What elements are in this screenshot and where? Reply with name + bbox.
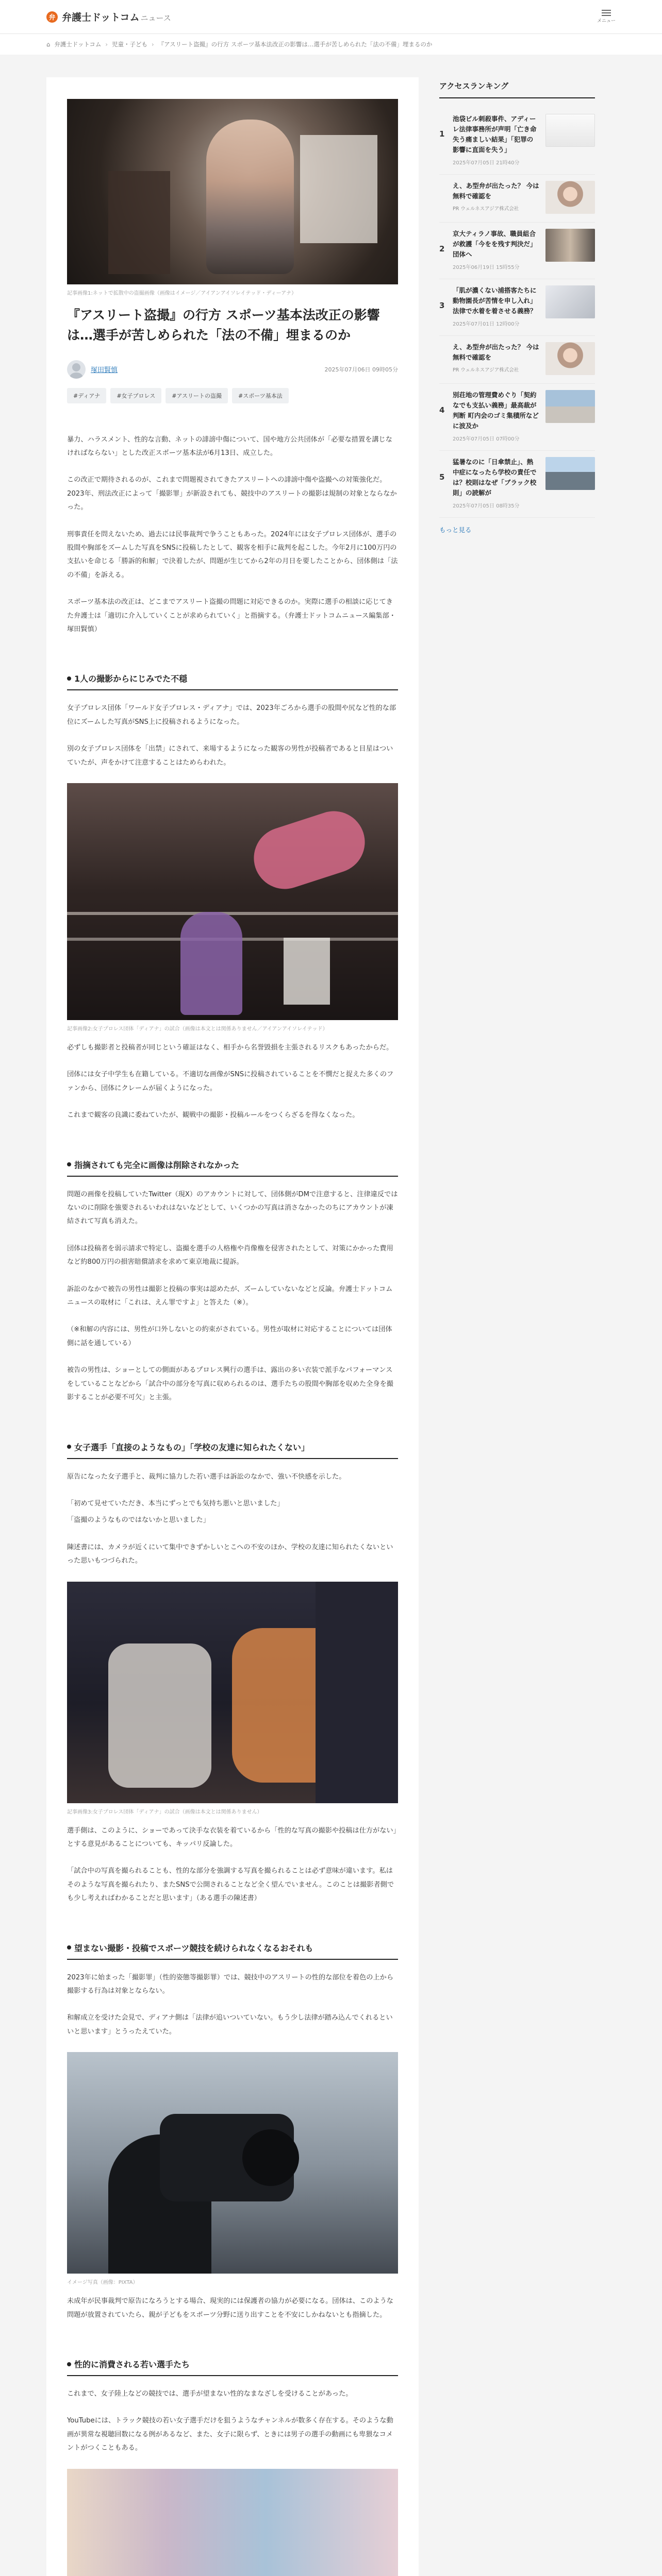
article-main	[46, 77, 419, 2576]
author[interactable]	[67, 360, 118, 379]
quote: 「初めて見せていただき、本当にずっとでも気持ち悪いと思いました」	[67, 1499, 284, 1507]
section-heading-text: 望まない撮影・投稿でスポーツ競技を続けられなくなるおそれも	[74, 1943, 313, 1953]
ranking-body	[453, 181, 539, 214]
site-logo[interactable]	[46, 10, 171, 24]
paragraph: これまで観客の良識に委ねていたが、観戦中の撮影・投稿ルールをつくらざるを得なくなった。	[67, 1111, 359, 1120]
sidebar	[439, 77, 595, 2576]
ranking-list	[439, 108, 595, 518]
rank-number: 1	[439, 129, 445, 139]
ranking-thumbnail[interactable]	[545, 229, 595, 262]
bullet-icon	[67, 2362, 71, 2366]
ranking-item[interactable]	[439, 108, 595, 175]
tag[interactable]: #スポーツ基本法	[232, 388, 289, 403]
breadcrumb	[0, 34, 662, 55]
ranking-body	[453, 390, 539, 442]
ranking-item[interactable]	[439, 279, 595, 336]
breadcrumb-separator: ›	[105, 41, 108, 48]
paragraph: 女子プロレス団体「ワールド女子プロレス・ディアナ」では、2023年ごろから選手の股間や尻など性的な部位にズームした写真がSNS上に投稿されるようになった。	[67, 704, 396, 726]
home-icon[interactable]: ⌂	[46, 41, 51, 48]
paragraph: 訴訟のなかで被告の男性は撮影と投稿の事実は認めたが、ズームしていないなどと反論。弁護士ドットコムニュースの取材に「これは、えん罪ですよ」と答えた（※）。	[67, 1285, 393, 1307]
paragraph: 選手側は、このように、ショーであって決手な衣装を着ているから「性的な写真の撮影や投稿は仕方がない」とする意見があることについても、キッパリ反論した。	[67, 1826, 397, 1848]
publish-date: 2025年07月06日 09時05分	[324, 366, 398, 373]
rank-number: 4	[439, 405, 445, 415]
article-title: 『アスリート盗撮』の行方 スポーツ基本法改正の影響は…選手が苦しめられた「法の不備」埋まるのか	[67, 308, 380, 343]
quote: 「盗撮のようなものではないかと思いました」	[67, 1516, 210, 1524]
menu-label: メニュー	[597, 19, 616, 24]
section-heading	[67, 1937, 398, 1960]
ranking-item-date: 2025年07月05日 07時00分	[453, 436, 520, 442]
section-heading	[67, 1436, 398, 1459]
paragraph: 陳述書には、カメラが近くにいて集中できずかしいとこへの不安のほか、学校の友達に知られたくないといった思いもつづられた。	[67, 1543, 393, 1565]
paragraph: （※和解の内容には、男性が口外しないとの約束がされている。男性が取材に対応することについては団体側に話を通している）	[67, 1326, 392, 1347]
breadcrumb-home[interactable]: 弁護士ドットコム	[54, 41, 102, 48]
ranking-item-title[interactable]: え、あ型弁が出たった？ 今は無料で確認を	[453, 343, 539, 361]
paragraph: 未成年が民事裁判で原告になろうとする場合、現実的には保護者の協力が必要になる。団体は、このような問題が放置されていたら、親が子どもをスポーツ分野に送り出すことを不安にしかねないとも指摘した。	[67, 2297, 393, 2319]
ranking-item-sponsor: PR ウェルネスアジア株式会社	[453, 206, 519, 212]
section-heading-text: 1人の撮影からにじみでた不穏	[74, 674, 188, 684]
tag[interactable]: #アスリートの盗撮	[166, 388, 228, 403]
paragraph: この改正で期待されるのが、これまで問題視されてきたアスリートへの誹謗中傷や盗撮への対策強化だ。2023年、刑法改正によって「撮影罪」が新設されても、競技中のアスリートの撮影は規制の対象とならなかった。	[67, 476, 397, 512]
ranking-item-sponsor: PR ウェルネスアジア株式会社	[453, 367, 519, 373]
section-heading	[67, 2353, 398, 2376]
photo-caption: 記事画像2:女子プロレス団体「ディアナ」の試合（画像は本文とは関係ありません／アイアンアイソレイテッド）	[67, 1026, 328, 1032]
menu-button[interactable]	[597, 10, 616, 24]
logo-mark-icon: 弁	[46, 11, 58, 23]
rank-number: 2	[439, 244, 445, 253]
ranking-item-title[interactable]: え、あ型弁が出たった？ 今は無料で確認を	[453, 182, 539, 200]
ranking-thumbnail[interactable]	[545, 342, 595, 375]
article-photo	[67, 783, 398, 1020]
section-heading-text: 指摘されても完全に画像は削除されなかった	[74, 1160, 240, 1170]
paragraph: 必ずしも撮影者と投稿者が同じという確証はなく、相手から名誉毀損を主張されるリスクもあったからだ。	[67, 1044, 393, 1052]
bullet-icon	[67, 1445, 71, 1449]
logo-name: 弁護士ドットコム	[62, 12, 140, 23]
avatar	[67, 360, 86, 379]
ranking-thumbnail[interactable]	[545, 285, 595, 318]
ranking-item-date: 2025年07月01日 12時00分	[453, 321, 520, 327]
ranking-item-title[interactable]: 池袋ビル刺殺事件、アディーレ法律事務所が声明「亡き命失う痛ましい結果」「犯罪の影響に直面を失う」	[453, 115, 537, 154]
article-photo	[67, 2052, 398, 2274]
logo-text	[62, 10, 171, 24]
ranking-item-title[interactable]: 「肌が濃くない浦搭客たちに動物園長が苦情を申し入れ」法律で水着を着させる義務？	[453, 286, 537, 315]
paragraph: YouTubeには、トラック競技の若い女子選手だけを狙うようなチャンネルが数多く存在する。そのような動画が異常な視聴回数になる例があるなど、また、女子に限らず、ときには男子の選手の動画にも卑猥なコメントがつくこともある。	[67, 2417, 393, 2452]
ranking-item-date: 2025年07月05日 21時40分	[453, 160, 520, 166]
ranking-item-title[interactable]: 京大ティラノ事故、職員組合が救護「今をを残す判決だ」団体へ	[453, 230, 537, 258]
ranking-thumbnail[interactable]	[545, 114, 595, 147]
ranking-thumbnail[interactable]	[545, 457, 595, 490]
logo-sub: ニュース	[140, 13, 171, 23]
ranking-thumbnail[interactable]	[545, 390, 595, 423]
ranking-body	[453, 285, 539, 327]
paragraph: スポーツ基本法の改正は、どこまでアスリート盗撮の問題に対応できるのか。実際に選手の相談に応じてきた弁護士は「適切に介入していくことが求められていく」と指摘する。（弁護士ドットコムニュース編集部・塚田賢慎）	[67, 598, 396, 633]
paragraph: 2023年に始まった「撮影罪」（性的姿態等撮影罪）では、競技中のアスリートの性的な部位を着色の上から撮影する行為は対象とならない。	[67, 1973, 394, 1995]
hero-caption: 記事画像1:ネットで拡散中の盗撮画像（画像はイメージ／アイアンアイソレイテッド・ディーアナ）	[67, 291, 297, 296]
ranking-item[interactable]	[439, 384, 595, 451]
paragraph: 別の女子プロレス団体を「出禁」にされて、来場するようになった観客の男性が投稿者であると目星はついていたが、声をかけて注意することはためらわれた。	[67, 745, 393, 767]
rank-number	[439, 181, 446, 214]
section-heading-text: 性的に消費される若い選手たち	[74, 2360, 190, 2369]
photo-caption: 記事画像3:女子プロレス団体「ディアナ」の試合（画像は本文とは関係ありません）	[67, 1809, 262, 1815]
more-link[interactable]: もっと見る	[439, 526, 472, 534]
ranking-item[interactable]	[439, 451, 595, 518]
article-photo	[67, 2469, 398, 2576]
ranking-item[interactable]	[439, 175, 595, 223]
paragraph: これまで、女子陸上などの競技では、選手が望まない性的なまなざしを受けることがあった。	[67, 2390, 353, 2398]
paragraph: 原告になった女子選手と、裁判に協力した若い選手は訴訟のなかで、強い不快感を示した。	[67, 1472, 346, 1481]
section-heading-text: 女子選手「直接のようなもの」「学校の友達に知られたくない」	[74, 1442, 310, 1452]
rank-number: 5	[439, 472, 445, 482]
author-row	[67, 360, 398, 379]
paragraph: 暴力、ハラスメント、性的な言動、ネットの誹謗中傷について、国や地方公共団体が「必要な措置を講じなければならない」とした改正スポーツ基本法が6月13日、成立した。	[67, 435, 392, 457]
rank-number	[439, 342, 446, 375]
breadcrumb-current: 『アスリート盗撮』の行方 スポーツ基本法改正の影響は…選手が苦しめられた「法の不備」埋まるのか	[158, 41, 433, 48]
ranking-body	[453, 114, 539, 166]
ranking-item[interactable]	[439, 336, 595, 384]
tag[interactable]: #女子プロレス	[110, 388, 161, 403]
ranking-item[interactable]	[439, 223, 595, 279]
article-photo	[67, 1582, 398, 1803]
ranking-title: アクセスランキング	[439, 80, 595, 98]
paragraph: 刑事責任を問えないため、過去には民事裁判で争うこともあった。2024年には女子プロレス団体が、選手の股間や胸部をズームした写真をSNSに投稿したとして、観客を相手に裁判を起こした。今年2月に100万円の支払いを命じる「勝訴的和解」で決着したが、問題が生じてから2年の月日を要したことから、団体側は「法の不備」を訴える。	[67, 530, 398, 579]
ranking-body	[453, 342, 539, 375]
photo-caption: イメージ写真（画像：PIXTA）	[67, 2280, 138, 2286]
ranking-body	[453, 229, 539, 270]
section-heading	[67, 1154, 398, 1177]
hamburger-icon	[602, 10, 611, 16]
paragraph: 団体には女子中学生も在籍している。不適切な画像がSNSに投稿されていることを不憫だと捉えた多くのファンから、団体にクレームが届くようになった。	[67, 1071, 394, 1092]
ranking-item-date: 2025年07月05日 08時35分	[453, 503, 520, 509]
tag[interactable]: #ディアナ	[67, 388, 106, 403]
paragraph: 「試合中の写真を撮られることも、性的な部分を強調する写真を撮られることは必ず意味が違います。私はそのような写真を撮られたり、またSNSで公開されることなど全く望んでいません。このことは撮影者側でも少し考えればわかることだと思います」（ある選手の陳述書）	[67, 1867, 394, 1903]
ranking-thumbnail[interactable]	[545, 181, 595, 214]
bullet-icon	[67, 1945, 71, 1950]
ranking-item-title[interactable]: 猛暑なのに「日傘禁止」、熱中症になったら学校の責任では？校則はなぜ「ブラック校則」の読解が	[453, 458, 537, 497]
breadcrumb-category[interactable]: 児童・子ども	[112, 41, 148, 48]
section-heading	[67, 667, 398, 690]
paragraph: 団体は投稿者を弱示請求で特定し、盗撮を選手の人格権や肖像権を侵害されたとして、対策にかかった費用など約800万円の損害賠償請求を求めて東京地裁に提訴。	[67, 1244, 393, 1266]
breadcrumb-separator: ›	[152, 41, 154, 48]
ranking-item-title[interactable]: 別荘地の管理費めぐり「契約なでも支払い義務」最高裁が判断 町内会のゴミ集積所などに波及か	[453, 391, 539, 430]
paragraph: 和解成立を受けた会見で、ディアナ側は「法律が追いついていない。もう少し法律が踏み込んでくれるといいと思います」とうったえていた。	[67, 2014, 393, 2036]
bullet-icon	[67, 1162, 71, 1166]
tag-list	[67, 388, 398, 403]
paragraph: 被告の男性は、ショーとしての側面があるプロレス興行の選手は、露出の多い衣装で派手なパフォーマンスをしていることなどから「試合中の部分を写真に収められるのは、選手たちの股間や胸部を収めた全身を撮影することが必要不可欠」と主張。	[67, 1366, 393, 1402]
paragraph: 問題の画像を投稿していたTwitter（現X）のアカウントに対して、団体側がDMで注意すると、注律違反ではないのに削除を強要されるいわれはないなどとして、いくつかの写真は消さなかったのちにアカウントが凍結されて写真も消えた。	[67, 1190, 398, 1226]
site-header	[0, 0, 662, 34]
ranking-item-date: 2025年06月19日 15時55分	[453, 265, 520, 270]
ranking-body	[453, 457, 539, 509]
author-name[interactable]: 塚田賢慎	[91, 366, 118, 374]
bullet-icon	[67, 676, 71, 681]
rank-number: 3	[439, 301, 445, 310]
hero-image	[67, 99, 398, 284]
